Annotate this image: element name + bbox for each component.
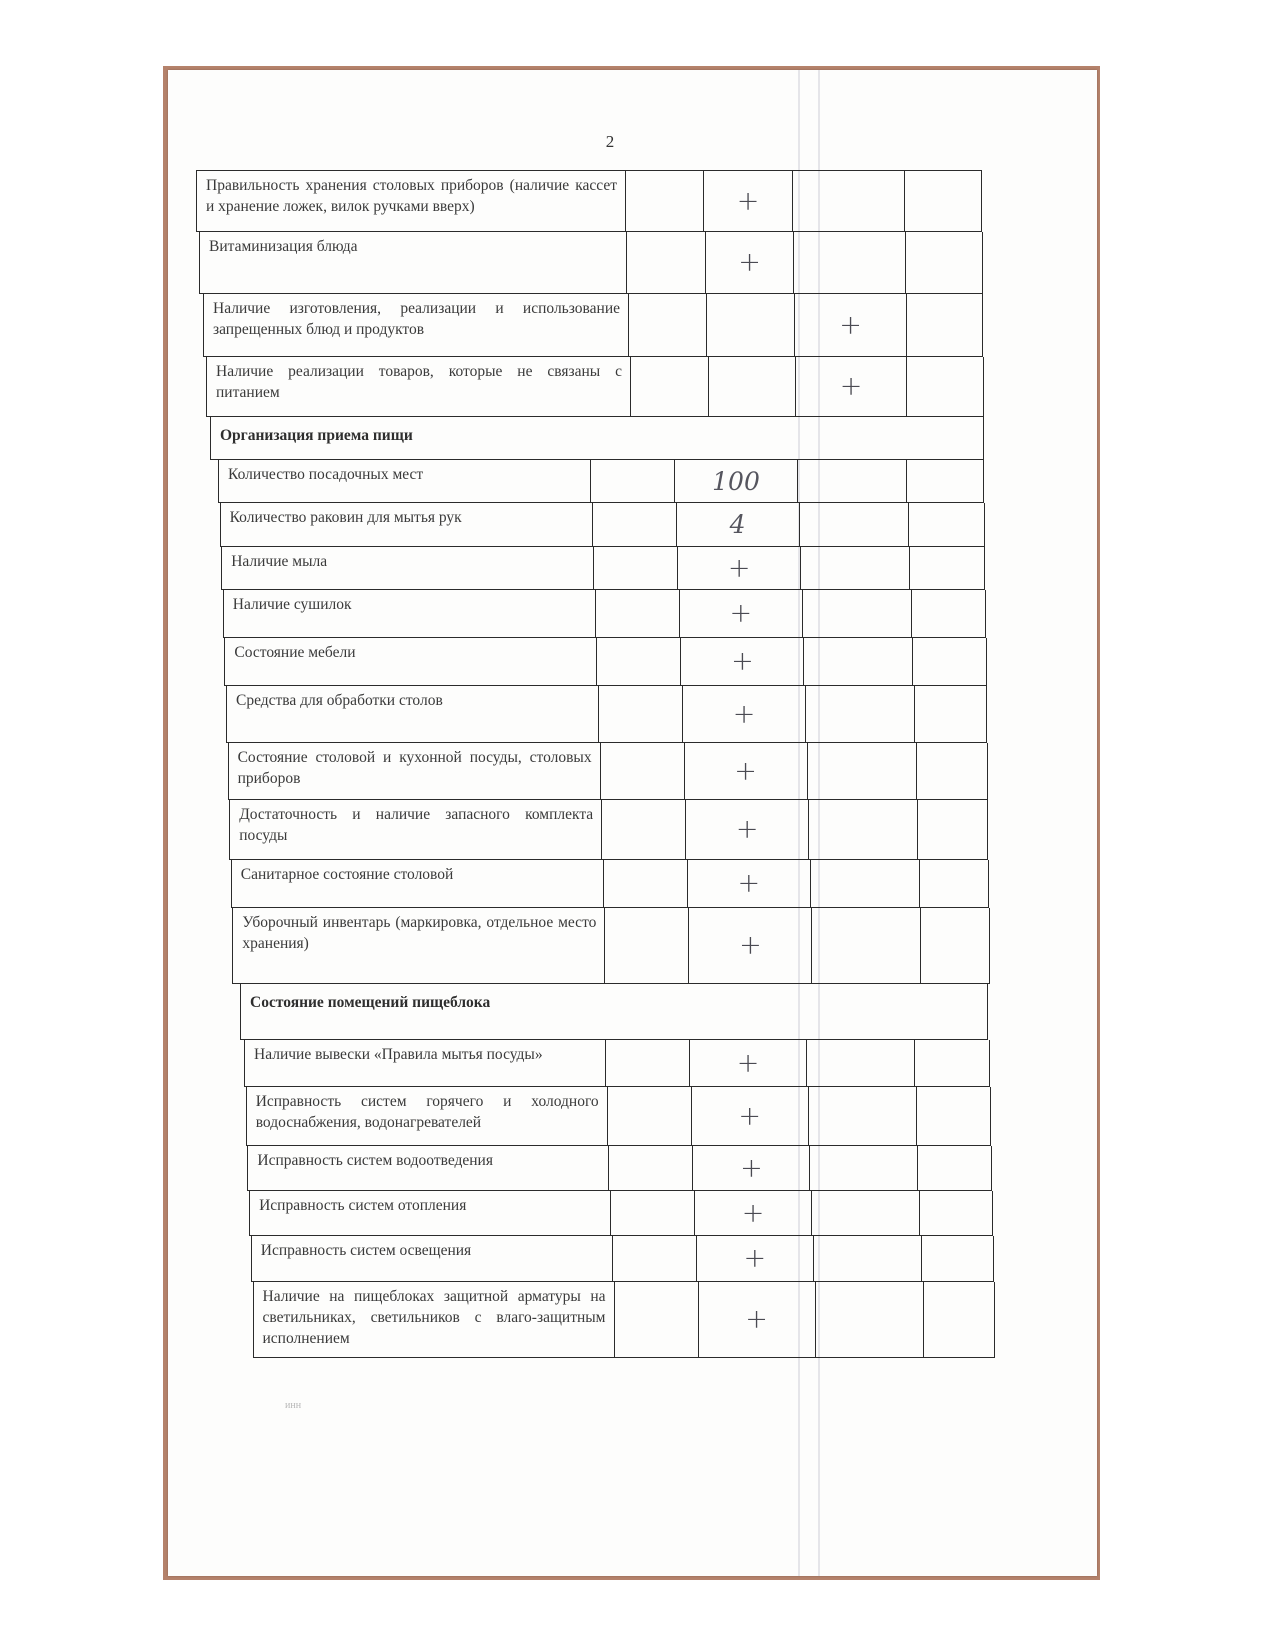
check-mark: + — [738, 1100, 761, 1132]
row-label: Наличие изготовления, реализации и использование запрещенных блюд и продуктов — [213, 300, 620, 338]
check-mark: + — [839, 309, 862, 341]
section-title: Состояние помещений пищеблока — [240, 984, 988, 1040]
row-label: Санитарное состояние столовой — [240, 866, 454, 883]
value-cell-col1 — [595, 590, 679, 638]
value-cell-col1 — [608, 1146, 692, 1191]
value-cell-col1 — [590, 460, 674, 503]
value-cell-col4 — [920, 908, 989, 984]
value-cell-col2 — [694, 1191, 811, 1236]
row-label-cell — [224, 638, 596, 686]
row-label-cell — [251, 1236, 612, 1282]
row-label-cell — [232, 908, 604, 984]
row-label: Наличие сушилок — [232, 596, 352, 613]
value-cell-col3 — [800, 547, 909, 590]
value-cell-col3 — [811, 1191, 919, 1236]
check-mark: + — [740, 1152, 763, 1184]
value-cell-col2 — [689, 1040, 806, 1087]
value-cell-col4 — [906, 294, 983, 357]
row-label: Уборочный инвентарь (маркировка, отдельное место хранения) — [242, 914, 597, 952]
check-mark: + — [745, 1304, 768, 1335]
row-label: Наличие реализации товаров, которые не связаны с питанием — [216, 363, 622, 401]
value-cell-col3 — [808, 1087, 916, 1146]
value-cell-col1 — [592, 503, 676, 547]
value-cell-col1 — [605, 1040, 689, 1087]
check-mark: + — [732, 698, 756, 730]
row-label-cell — [229, 800, 601, 860]
row-label-cell — [253, 1282, 614, 1358]
row-label-cell — [203, 294, 628, 357]
row-label-cell — [244, 1040, 605, 1087]
value-cell-col1 — [593, 547, 677, 590]
value-cell-col4 — [919, 860, 989, 908]
row-label: Наличие мыла — [231, 553, 328, 570]
value-cell-col4 — [909, 547, 985, 590]
value-cell-col2 — [706, 294, 794, 357]
value-cell-col1 — [625, 170, 703, 232]
value-cell-col3 — [797, 460, 906, 503]
check-mark: + — [743, 1243, 767, 1274]
value-cell-col4 — [916, 1087, 991, 1146]
footer-scribble: инн — [285, 1400, 302, 1411]
value-cell-col2 — [674, 460, 797, 503]
value-cell-col3 — [810, 860, 919, 908]
row-label: Исправность систем отопления — [259, 1197, 467, 1214]
row-label: Состояние столовой и кухонной посуды, столовых приборов — [237, 749, 592, 787]
check-mark: + — [738, 247, 761, 278]
check-mark: + — [735, 814, 759, 845]
value-cell-col4 — [923, 1282, 996, 1358]
value-cell-col1 — [614, 1282, 698, 1358]
value-cell-col3 — [802, 590, 911, 638]
value-cell-col4 — [912, 638, 986, 686]
value-cell-col2 — [682, 686, 805, 743]
value-cell-col1 — [604, 908, 688, 984]
row-label: Средства для обработки столов — [236, 692, 443, 709]
value-cell-col1 — [603, 860, 687, 908]
row-label-cell — [226, 686, 598, 743]
value-cell-col1 — [628, 294, 706, 357]
row-label: Витаминизация блюда — [209, 238, 358, 255]
check-mark: + — [736, 1047, 760, 1079]
check-mark: + — [737, 868, 761, 899]
value-cell-col4 — [916, 743, 988, 800]
handwritten-value: 4 — [729, 510, 746, 539]
check-mark: + — [839, 371, 863, 402]
row-label-cell — [228, 743, 600, 800]
value-cell-col2 — [705, 232, 793, 294]
value-cell-col2 — [679, 590, 802, 638]
value-cell-col2 — [684, 743, 807, 800]
value-cell-col4 — [911, 590, 986, 638]
value-cell-col3 — [807, 743, 916, 800]
value-cell-col3 — [793, 232, 905, 294]
check-mark: + — [741, 1197, 765, 1229]
value-cell-col4 — [904, 170, 982, 232]
value-cell-col3 — [794, 294, 906, 357]
row-label: Правильность хранения столовых приборов (наличие кассет и хранение ложек, вилок ручками вверх) — [206, 177, 617, 215]
check-mark: + — [731, 646, 754, 677]
row-label-cell — [246, 1087, 607, 1146]
check-mark: + — [739, 930, 762, 961]
value-cell-col1 — [612, 1236, 696, 1282]
row-label-cell — [220, 503, 592, 547]
row-label: Исправность систем горячего и холодного водоснабжения, водонагревателей — [255, 1093, 599, 1131]
value-cell-col2 — [692, 1146, 809, 1191]
value-cell-col2 — [677, 547, 800, 590]
row-label: Исправность систем водоотведения — [257, 1152, 493, 1169]
row-label-cell — [199, 232, 626, 294]
value-cell-col4 — [919, 1191, 993, 1236]
row-label: Количество посадочных мест — [228, 466, 424, 483]
row-label: Количество раковин для мытья рук — [229, 509, 462, 526]
value-cell-col2 — [708, 357, 795, 417]
value-cell-col3 — [806, 1040, 914, 1087]
value-cell-col3 — [811, 908, 920, 984]
value-cell-col4 — [917, 1146, 992, 1191]
value-cell-col2 — [698, 1282, 815, 1358]
value-cell-col3 — [799, 503, 908, 547]
section-title: Организация приема пищи — [210, 417, 984, 460]
page-number: 2 — [605, 132, 615, 151]
row-label: Наличие на пищеблоках защитной арматуры на светильниках, светильников с влаго-защитным исполнением — [262, 1288, 606, 1347]
value-cell-col1 — [596, 638, 680, 686]
row-label: Исправность систем освещения — [260, 1242, 472, 1259]
value-cell-col1 — [607, 1087, 691, 1146]
row-label-cell — [249, 1191, 610, 1236]
row-label: Состояние мебели — [234, 644, 356, 661]
handwritten-value: 100 — [712, 466, 760, 496]
value-cell-col1 — [598, 686, 682, 743]
value-cell-col2 — [696, 1236, 813, 1282]
value-cell-col2 — [703, 170, 792, 232]
row-label-cell — [221, 547, 593, 590]
value-cell-col2 — [687, 860, 810, 908]
row-label-cell — [247, 1146, 608, 1191]
row-label-cell — [231, 860, 603, 908]
value-cell-col4 — [908, 503, 985, 547]
value-cell-col1 — [600, 743, 684, 800]
row-label-cell — [223, 590, 595, 638]
value-cell-col1 — [630, 357, 708, 417]
value-cell-col3 — [805, 686, 914, 743]
value-cell-col2 — [691, 1087, 808, 1146]
check-mark: + — [727, 552, 751, 584]
value-cell-col3 — [795, 357, 906, 417]
value-cell-col2 — [688, 908, 811, 984]
value-cell-col4 — [905, 232, 983, 294]
value-cell-col1 — [601, 800, 685, 860]
row-label-cell — [206, 357, 630, 417]
value-cell-col4 — [914, 1040, 990, 1087]
value-cell-col3 — [792, 170, 904, 232]
value-cell-col4 — [914, 686, 987, 743]
row-label-cell — [196, 170, 625, 232]
value-cell-col3 — [808, 800, 917, 860]
check-mark: + — [729, 598, 753, 629]
value-cell-col3 — [803, 638, 912, 686]
value-cell-col1 — [626, 232, 705, 294]
row-label-cell — [218, 460, 590, 503]
value-cell-col3 — [809, 1146, 917, 1191]
row-label: Достаточность и наличие запасного комплекта посуды — [239, 806, 594, 844]
value-cell-col3 — [815, 1282, 923, 1358]
row-label: Наличие вывески «Правила мытья посуды» — [254, 1046, 543, 1063]
value-cell-col3 — [813, 1236, 921, 1282]
value-cell-col4 — [906, 460, 984, 503]
value-cell-col2 — [685, 800, 808, 860]
value-cell-col4 — [921, 1236, 994, 1282]
value-cell-col4 — [917, 800, 988, 860]
value-cell-col4 — [906, 357, 984, 417]
check-mark: + — [736, 185, 760, 217]
check-mark: + — [734, 755, 757, 787]
value-cell-col2 — [680, 638, 803, 686]
value-cell-col1 — [610, 1191, 694, 1236]
value-cell-col2 — [676, 503, 799, 547]
